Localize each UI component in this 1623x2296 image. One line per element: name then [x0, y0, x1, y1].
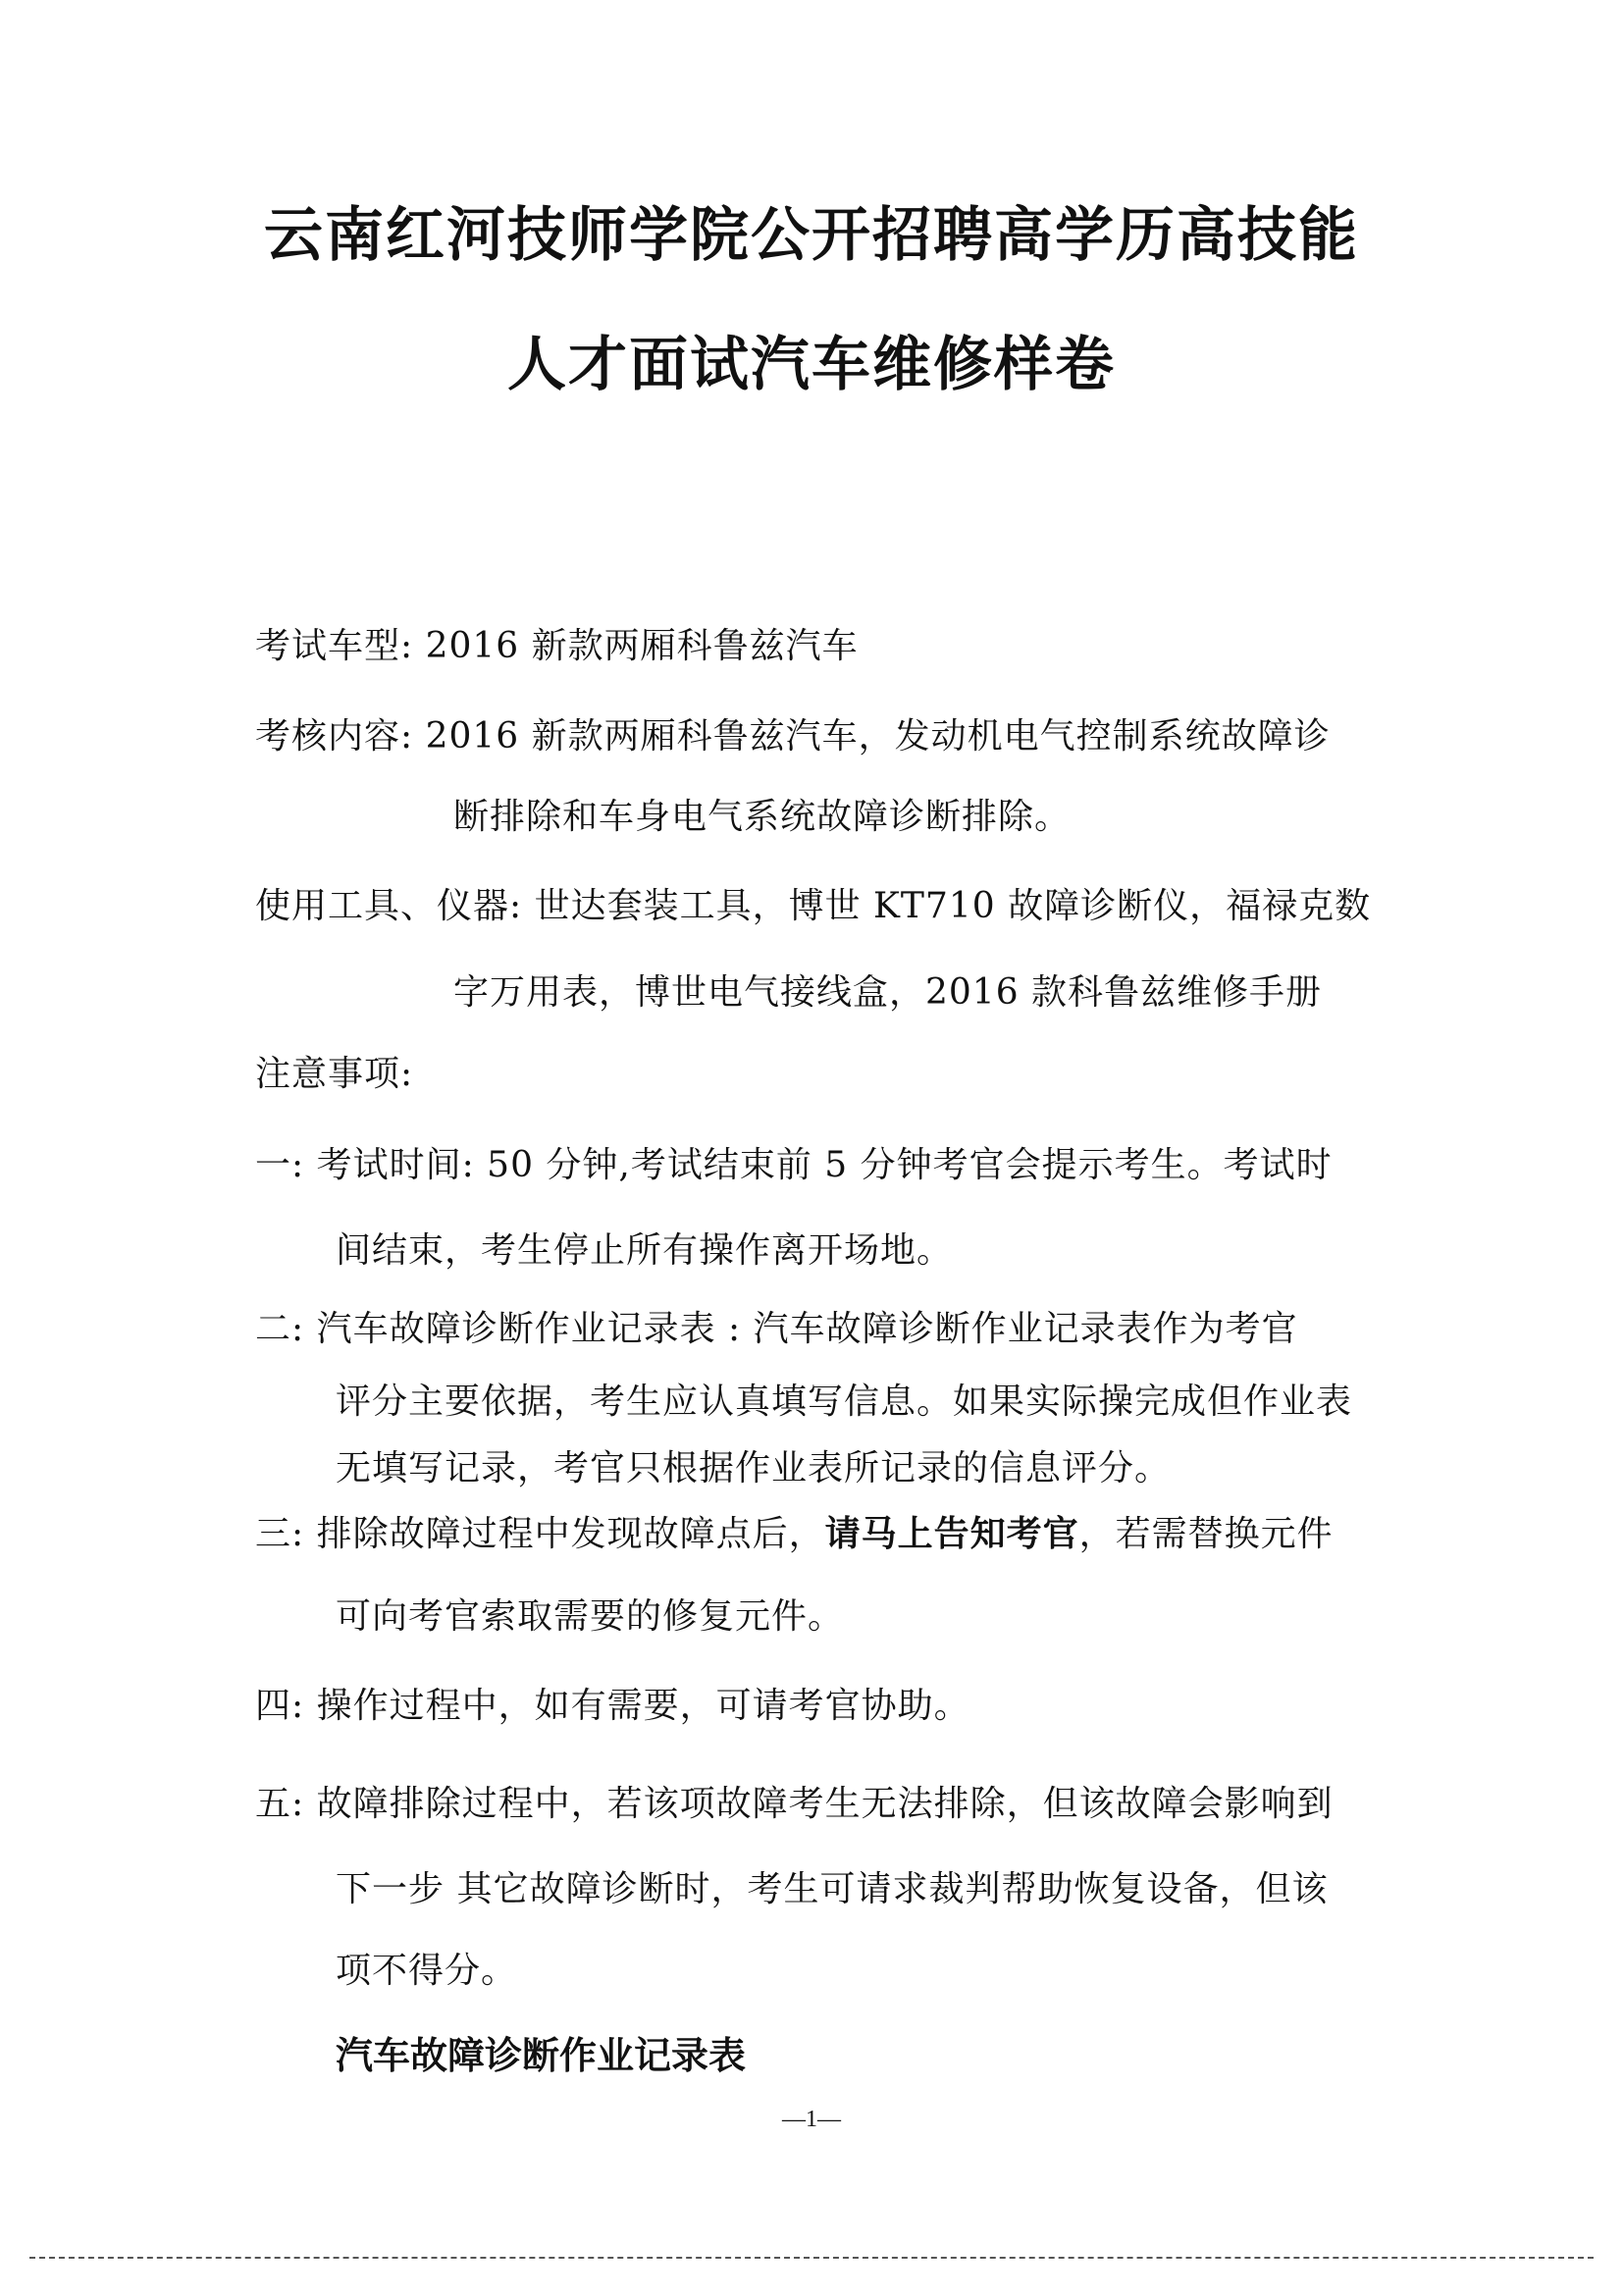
note-2-prefix: 二:	[255, 1309, 305, 1349]
note-2-third-line: 无填写记录，考官只根据作业表所记录的信息评分。	[336, 1448, 1172, 1488]
note-1-first-line	[255, 1145, 1333, 1185]
note-3-first-line	[255, 1513, 1334, 1554]
note-2-text: 汽车故障诊断作业记录表 : 汽车故障诊断作业记录表作为考官	[316, 1309, 1298, 1349]
note-1-second-line: 间结束，考生停止所有操作离开场地。	[336, 1230, 954, 1271]
tools-value-1: 世达套装工具，博世 KT710 故障诊断仪，福禄克数	[534, 886, 1372, 926]
note-5-third-line: 项不得分。	[336, 1951, 518, 1991]
note-5-prefix: 五:	[255, 1784, 305, 1824]
document-title-line-1: 云南红河技师学院公开招聘高学历高技能	[264, 201, 1359, 270]
note-3-emphasis: 请马上告知考官	[824, 1513, 1079, 1554]
note-1-text: 考试时间: 50 分钟,考试结束前 5 分钟考官会提示考生。考试时	[316, 1145, 1333, 1185]
note-3-text-start: 排除故障过程中发现故障点后，	[316, 1514, 825, 1554]
note-3-text-end: ，若需替换元件	[1078, 1514, 1334, 1554]
content-value-2: 断排除和车身电气系统故障诊断排除。	[453, 797, 1072, 837]
section-heading: 汽车故障诊断作业记录表	[336, 2034, 747, 2077]
content-row	[255, 716, 1331, 757]
car-model-label: 考试车型:	[255, 626, 414, 666]
note-3-prefix: 三:	[255, 1514, 305, 1554]
note-2-second-line: 评分主要依据，考生应认真填写信息。如果实际操完成但作业表	[336, 1382, 1353, 1422]
tools-value-2: 字万用表，博世电气接线盒，2016 款科鲁兹维修手册	[453, 972, 1323, 1013]
note-2-first-line	[255, 1309, 1298, 1349]
notes-label: 注意事项:	[255, 1054, 414, 1094]
note-5-second-line: 下一步 其它故障诊断时，考生可请求裁判帮助恢复设备，但该	[336, 1869, 1329, 1909]
content-value-1: 2016 新款两厢科鲁兹汽车，发动机电气控制系统故障诊	[425, 716, 1331, 757]
car-model-row	[255, 626, 859, 666]
document-title-line-2: 人才面试汽车维修样卷	[507, 331, 1116, 399]
note-1-prefix: 一:	[255, 1145, 305, 1185]
note-4-text: 操作过程中，如有需要，可请考官协助。	[316, 1686, 970, 1726]
note-5-first-line	[255, 1784, 1334, 1824]
note-5-text: 故障排除过程中，若该项故障考生无法排除，但该故障会影响到	[316, 1784, 1334, 1824]
car-model-value: 2016 新款两厢科鲁兹汽车	[425, 626, 859, 666]
note-4-prefix: 四:	[255, 1686, 305, 1726]
tools-row	[255, 886, 1372, 926]
content-label: 考核内容:	[255, 716, 414, 757]
note-3-second-line: 可向考官索取需要的修复元件。	[336, 1596, 845, 1637]
bottom-scan-edge	[29, 2257, 1594, 2259]
tools-label: 使用工具、仪器:	[255, 886, 523, 926]
note-4-line	[255, 1686, 970, 1726]
page-number: —1—	[782, 2107, 841, 2132]
